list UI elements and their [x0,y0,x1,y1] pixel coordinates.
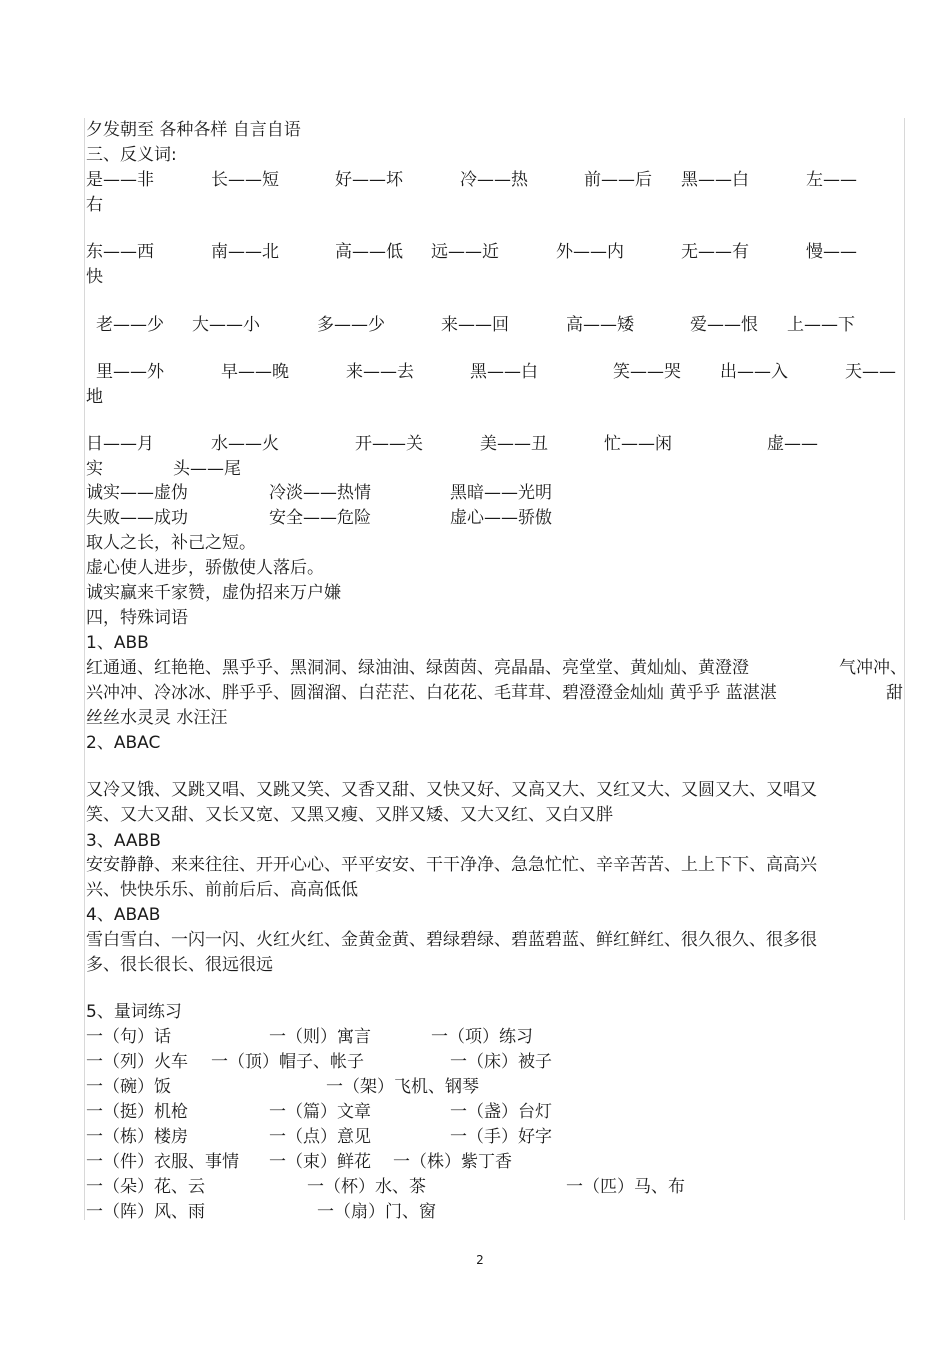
antonym-pair: 虚心——骄傲 [450,508,552,528]
antonym-pair: 远——近 [431,242,499,262]
antonym-pair: 冷——热 [460,170,528,190]
saying-line: 诚实赢来千家赞，虚伪招来万户嫌 [86,583,341,603]
antonym-pair: 美——丑 [480,434,548,454]
antonym-pair: 大——小 [192,315,260,335]
idioms-line: 夕发朝至 各种各样 自言自语 [86,120,301,140]
abb-line-tail: 甜 [886,683,903,703]
measure-word: 一（匹）马、布 [566,1177,685,1197]
antonym-pair: 天—— [845,362,896,382]
antonym-pair: 前——后 [584,170,652,190]
left-margin-rule [84,118,85,1220]
measure-word: 一（扇）门、窗 [317,1202,436,1222]
abab-line: 多、很长很长、很远很远 [86,955,273,975]
antonym-pair: 头——尾 [173,459,241,479]
antonym-pair: 诚实——虚伪 [86,483,188,503]
abb-title: 1、ABB [86,633,149,653]
antonym-pair: 南——北 [211,242,279,262]
abab-line: 雪白雪白、一闪一闪、火红火红、金黄金黄、碧绿碧绿、碧蓝碧蓝、鲜红鲜红、很久很久、很多很 [86,930,817,950]
aabb-line: 安安静静、来来往往、开开心心、平平安安、干干净净、急急忙忙、辛辛苦苦、上上下下、高高兴 [86,855,817,875]
abb-line-tail: 气冲冲、 [839,658,907,678]
antonym-pair: 开——关 [355,434,423,454]
measure-word: 一（栋）楼房 [86,1127,188,1147]
antonym-pair: 东——西 [86,242,154,262]
antonym-pair: 多——少 [317,315,385,335]
antonym-pair: 黑暗——光明 [450,483,552,503]
antonym-pair: 里——外 [96,362,164,382]
measure-word: 一（句）话 [86,1027,171,1047]
saying-line: 取人之长，补己之短。 [86,533,256,553]
measure-words-title: 5、量词练习 [86,1002,182,1022]
antonym-pair: 笑——哭 [613,362,681,382]
antonym-pair: 来——去 [346,362,414,382]
saying-line: 虚心使人进步，骄傲使人落后。 [86,558,324,578]
abb-line: 丝丝水灵灵 水汪汪 [86,708,228,728]
antonym-pair: 水——火 [211,434,279,454]
measure-word: 一（项）练习 [431,1027,533,1047]
measure-word: 一（篇）文章 [269,1102,371,1122]
antonym-pair: 失败——成功 [86,508,188,528]
abac-line: 笑、又大又甜、又长又宽、又黑又瘦、又胖又矮、又大又红、又白又胖 [86,805,613,825]
measure-word: 一（手）好字 [450,1127,552,1147]
antonym-pair: 老——少 [96,315,164,335]
antonym-pair: 长——短 [211,170,279,190]
measure-word: 一（阵）风、雨 [86,1202,205,1222]
antonym-pair: 冷淡——热情 [269,483,371,503]
antonym-pair: 出——入 [720,362,788,382]
measure-word: 一（挺）机枪 [86,1102,188,1122]
page-number: 2 [476,1253,484,1267]
antonym-pair: 黑——白 [681,170,749,190]
measure-word: 一（点）意见 [269,1127,371,1147]
measure-word: 一（碗）饭 [86,1077,171,1097]
antonym-pair: 是——非 [86,170,154,190]
antonym-pair: 来——回 [441,315,509,335]
measure-word: 一（株）紫丁香 [393,1152,512,1172]
measure-word: 一（床）被子 [450,1052,552,1072]
aabb-line: 兴、快快乐乐、前前后后、高高低低 [86,880,358,900]
antonym-pair: 虚—— [767,434,818,454]
abb-line: 兴冲冲、冷冰冰、胖乎乎、圆溜溜、白茫茫、白花花、毛茸茸、碧澄澄金灿灿 黄乎乎 蓝湛湛 [86,683,777,703]
antonym-pair: 黑——白 [470,362,538,382]
antonym-pair: 外——内 [556,242,624,262]
antonym-pair: 爱——恨 [690,315,758,335]
measure-word: 一（朵）花、云 [86,1177,205,1197]
antonym-pair: 高——矮 [566,315,634,335]
measure-word: 一（盏）台灯 [450,1102,552,1122]
antonym-wrap: 右 [86,195,103,215]
abb-line: 红通通、红艳艳、黑乎乎、黑洞洞、绿油油、绿茵茵、亮晶晶、亮堂堂、黄灿灿、黄澄澄 [86,658,749,678]
antonym-pair: 早——晚 [221,362,289,382]
abab-title: 4、ABAB [86,905,161,925]
measure-word: 一（则）寓言 [269,1027,371,1047]
antonym-pair: 无——有 [681,242,749,262]
antonym-pair: 日——月 [86,434,154,454]
antonym-wrap: 快 [86,267,103,287]
antonym-wrap: 实 [86,459,103,479]
antonym-pair: 左—— [806,170,857,190]
aabb-title: 3、AABB [86,831,161,851]
antonym-pair: 好——坏 [335,170,403,190]
antonym-pair: 上——下 [787,315,855,335]
antonyms-heading: 三、反义词: [86,145,177,165]
special-words-heading: 四，特殊词语 [86,608,188,628]
antonym-wrap: 地 [86,387,103,407]
measure-word: 一（束）鲜花 [269,1152,371,1172]
antonym-pair: 慢—— [806,242,857,262]
measure-word: 一（件）衣服、事情 [86,1152,239,1172]
antonym-pair: 忙——闲 [604,434,672,454]
measure-word: 一（列）火车 [86,1052,188,1072]
measure-word: 一（顶）帽子、帐子 [211,1052,364,1072]
abac-title: 2、ABAC [86,733,161,753]
antonym-pair: 安全——危险 [269,508,371,528]
measure-word: 一（杯）水、茶 [307,1177,426,1197]
antonym-pair: 高——低 [335,242,403,262]
abac-line: 又冷又饿、又跳又唱、又跳又笑、又香又甜、又快又好、又高又大、又红又大、又圆又大、又唱又 [86,780,817,800]
measure-word: 一（架）飞机、钢琴 [326,1077,479,1097]
